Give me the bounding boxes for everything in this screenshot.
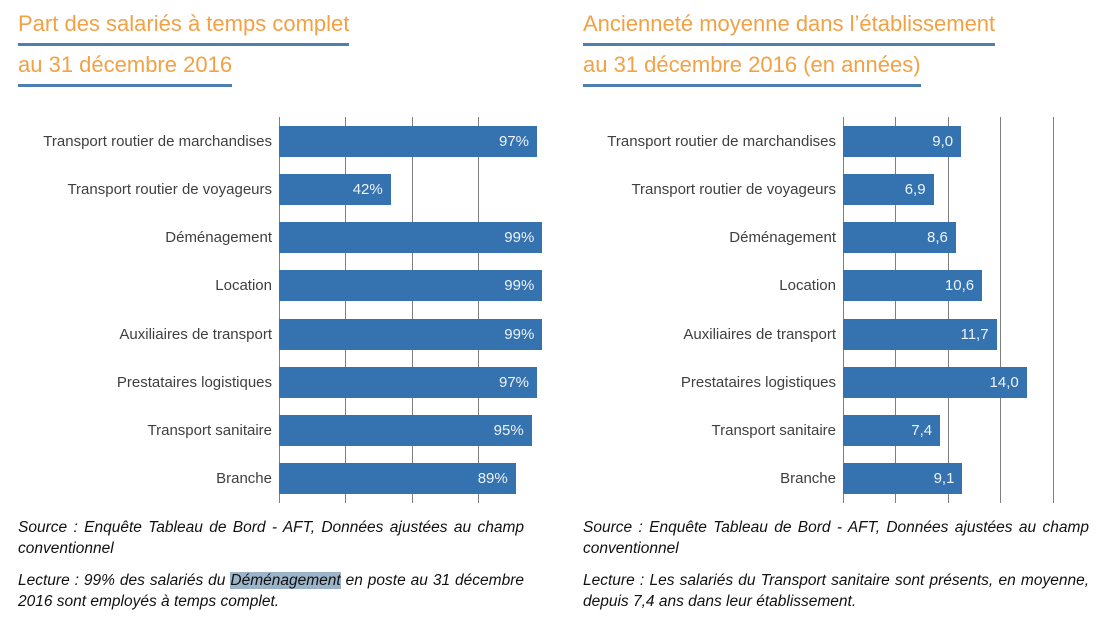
bar — [279, 222, 542, 253]
bar-value-label: 9,1 — [933, 470, 955, 488]
lecture-left-highlighted-term: Déménagement — [230, 572, 341, 589]
lecture-right-text: Lecture : Les salariés du Transport sanitaire sont présents, en moyenne, depuis 7,4 ans dans leur établissement. — [583, 572, 1089, 610]
chart-title-left — [18, 5, 349, 87]
chart-row — [583, 455, 1053, 503]
bar-value-label: 11,7 — [960, 325, 989, 343]
bar-value-label: 6,9 — [904, 180, 926, 198]
category-label: Branche — [216, 470, 272, 488]
bar-value-label: 97% — [498, 373, 530, 391]
bar — [279, 270, 542, 301]
chart-row — [583, 117, 1053, 165]
chart-row — [18, 165, 545, 213]
chart-rows — [583, 117, 1053, 503]
chart-title-left-line2: au 31 décembre 2016 — [18, 46, 232, 87]
category-label: Déménagement — [165, 229, 272, 247]
bar-value-label: 95% — [493, 422, 524, 440]
lecture-left-after: en poste au 31 décembre 2016 sont employés à temps complet. — [18, 572, 524, 610]
bar — [843, 126, 961, 157]
bar-value-label: 99% — [504, 229, 535, 247]
chart-title-left-line1: Part des salariés à temps complet — [18, 5, 349, 46]
source-note-left: Source : Enquête Tableau de Bord - AFT, Données ajustées au champ conventionnel — [18, 519, 524, 557]
chart-row — [18, 310, 545, 358]
bar-value-label: 8,6 — [927, 229, 948, 247]
bar-track — [279, 319, 545, 350]
bar-value-label: 7,4 — [911, 422, 933, 440]
bar-chart-anciennete — [583, 117, 1053, 503]
chart-row — [18, 117, 545, 165]
bar-value-label: 10,6 — [944, 277, 975, 295]
chart-title-right-line1: Ancienneté moyenne dans l’établissement — [583, 5, 995, 46]
bar-track — [843, 319, 1053, 350]
bar — [279, 126, 537, 157]
bar — [279, 367, 537, 398]
bar-track — [843, 367, 1053, 398]
chart-row — [18, 358, 545, 406]
bar — [279, 415, 532, 446]
category-label: Transport sanitaire — [147, 422, 272, 440]
source-note-right: Source : Enquête Tableau de Bord - AFT, Données ajustées au champ conventionnel — [583, 519, 1089, 557]
bar-track — [279, 463, 545, 494]
bar — [843, 367, 1027, 398]
lecture-note-left — [18, 570, 524, 612]
bar — [279, 174, 391, 205]
chart-title-right-line2: au 31 décembre 2016 (en années) — [583, 46, 921, 87]
bar-track — [843, 174, 1053, 205]
bar — [843, 319, 997, 350]
chart-row — [583, 407, 1053, 455]
category-label: Transport routier de voyageurs — [67, 180, 272, 198]
chart-row — [583, 310, 1053, 358]
bar-track — [279, 270, 545, 301]
category-label: Transport routier de voyageurs — [631, 180, 836, 198]
category-label: Prestataires logistiques — [680, 373, 836, 391]
category-label: Branche — [780, 470, 836, 488]
category-label: Transport routier de marchandises — [607, 132, 836, 150]
category-label: Transport routier de marchandises — [43, 132, 272, 150]
bar-track — [843, 463, 1053, 494]
chart-row — [18, 407, 545, 455]
bar-track — [843, 415, 1053, 446]
bar — [279, 319, 542, 350]
category-label: Déménagement — [729, 229, 836, 247]
bar-track — [279, 415, 545, 446]
bar-value-label: 9,0 — [932, 132, 954, 150]
bar — [279, 463, 516, 494]
category-label: Location — [779, 277, 836, 295]
category-label: Auxiliaires de transport — [683, 325, 836, 343]
chart-row — [583, 165, 1053, 213]
bar-track — [279, 126, 545, 157]
bar-track — [279, 222, 545, 253]
chart-rows — [18, 117, 545, 503]
notes-left — [18, 517, 524, 612]
bar-track — [843, 222, 1053, 253]
notes-right — [583, 517, 1089, 612]
category-label: Transport sanitaire — [711, 422, 836, 440]
bar — [843, 174, 934, 205]
bar-value-label: 89% — [477, 470, 508, 488]
chart-row — [583, 358, 1053, 406]
bar — [843, 415, 940, 446]
bar-chart-temps-complet — [18, 117, 545, 503]
bar-value-label: 97% — [498, 132, 530, 150]
bar-value-label: 99% — [504, 325, 535, 343]
category-label: Location — [215, 277, 272, 295]
category-label: Prestataires logistiques — [116, 373, 272, 391]
bar-track — [843, 126, 1053, 157]
category-label: Auxiliaires de transport — [119, 325, 272, 343]
chart-title-right — [583, 5, 995, 87]
lecture-left-before: Lecture : 99% des salariés du — [18, 572, 231, 589]
chart-row — [18, 262, 545, 310]
bar-track — [843, 270, 1053, 301]
bar — [843, 463, 962, 494]
bar — [843, 222, 956, 253]
chart-row — [583, 214, 1053, 262]
lecture-note-right — [583, 570, 1089, 612]
bar-value-label: 42% — [352, 180, 383, 198]
chart-row — [18, 455, 545, 503]
bar-track — [279, 367, 545, 398]
bar-value-label: 99% — [504, 277, 535, 295]
chart-row — [583, 262, 1053, 310]
chart-row — [18, 214, 545, 262]
bar-value-label: 14,0 — [989, 373, 1019, 391]
bar — [843, 270, 982, 301]
bar-track — [279, 174, 545, 205]
